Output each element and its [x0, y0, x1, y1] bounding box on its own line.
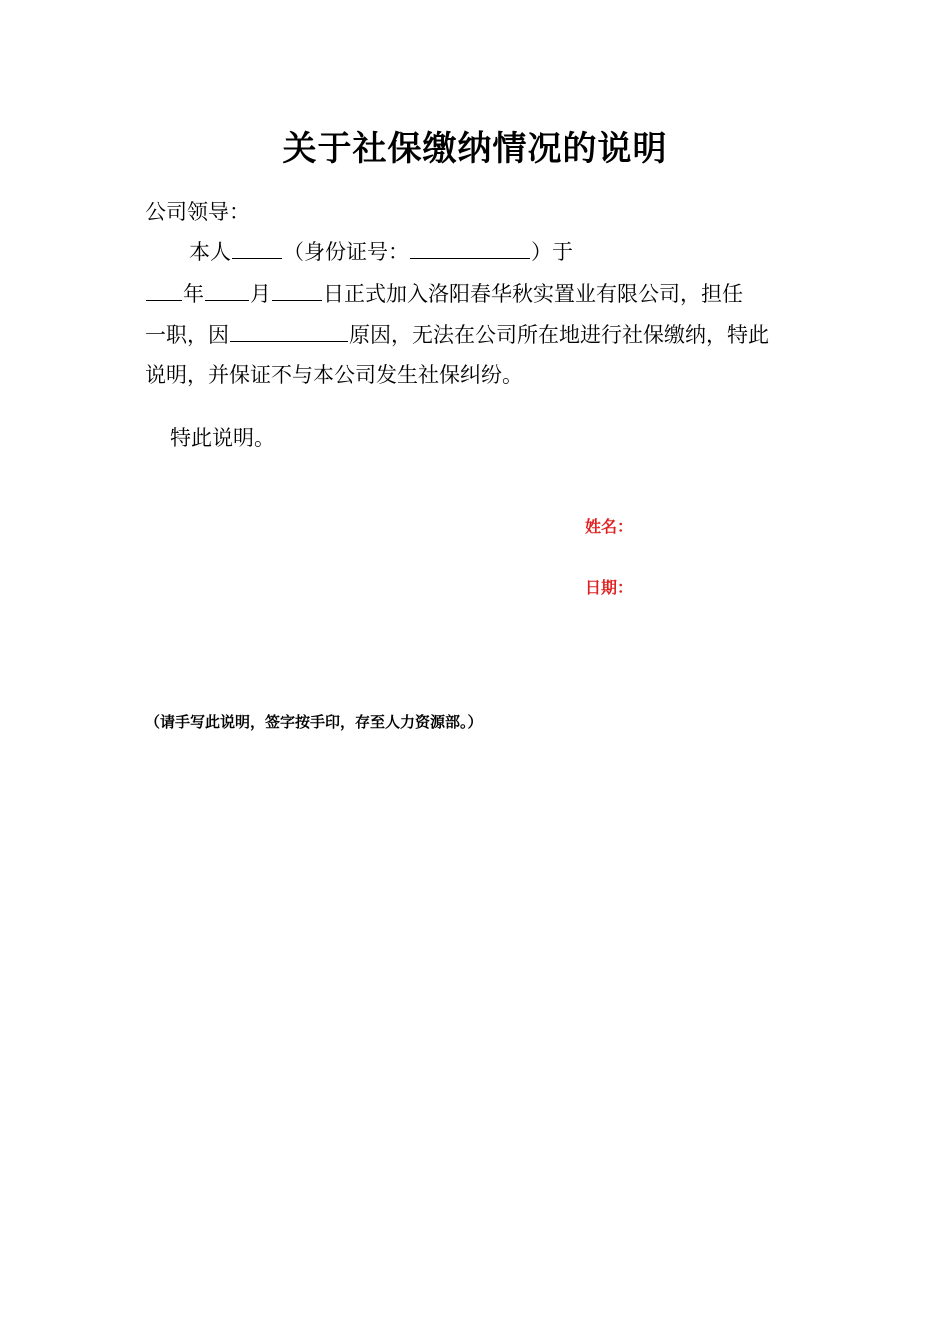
body-text: 原因，无法在公司所在地进行社保缴纳，特此: [349, 323, 769, 347]
day-blank: [272, 278, 322, 301]
id-number-blank: [410, 236, 530, 259]
body-text: 月: [250, 282, 271, 306]
body-line-3: [145, 319, 769, 350]
body-text: 年: [183, 282, 204, 306]
signature-name-label: 姓名：: [585, 517, 634, 536]
reason-blank: [230, 319, 348, 342]
body-line-1: [189, 236, 573, 267]
salutation: 公司领导：: [145, 200, 250, 224]
year-blank: [146, 278, 182, 301]
body-text: ）于: [531, 240, 573, 264]
name-blank: [232, 236, 282, 259]
closing-text: 特此说明。: [170, 426, 275, 450]
body-line-4: 说明，并保证不与本公司发生社保纠纷。: [145, 363, 523, 387]
body-text: 日正式加入洛阳春华秋实置业有限公司，担任: [323, 282, 743, 306]
month-blank: [205, 278, 249, 301]
instruction-note: （请手写此说明，签字按手印，存至人力资源部。）: [145, 713, 483, 731]
signature-date-label: 日期：: [585, 578, 634, 597]
body-line-2: [145, 278, 743, 309]
page-title: 关于社保缴纳情况的说明: [282, 129, 668, 169]
body-text: 一职，因: [145, 323, 229, 347]
body-text: （身份证号：: [283, 240, 409, 264]
body-text: 本人: [189, 240, 231, 264]
